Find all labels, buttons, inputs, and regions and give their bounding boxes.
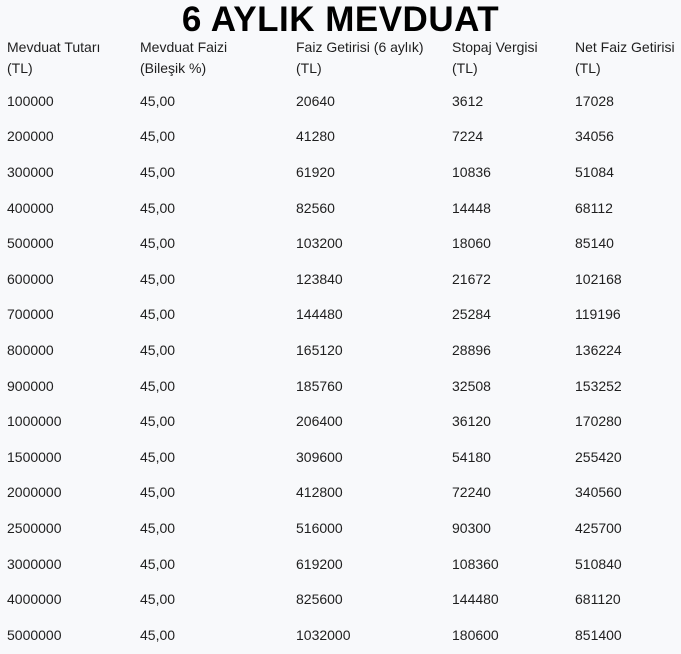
table-row (0, 617, 681, 653)
cell-interest-rate: 45,00 (140, 377, 176, 394)
table-row (0, 261, 681, 297)
table-row (0, 475, 681, 511)
cell-net-interest: 85140 (575, 235, 614, 252)
cell-net-interest: 136224 (575, 341, 622, 358)
cell-interest-rate: 45,00 (140, 306, 176, 323)
cell-interest-rate: 45,00 (140, 199, 176, 216)
cell-deposit-amount: 4000000 (7, 591, 62, 608)
cell-deposit-amount: 2000000 (7, 484, 62, 501)
header-unit: (TL) (452, 60, 478, 76)
cell-interest-rate: 45,00 (140, 128, 176, 145)
cell-net-interest: 51084 (575, 163, 614, 180)
cell-interest-income: 825600 (296, 591, 343, 608)
cell-withholding-tax: 54180 (452, 448, 491, 465)
table-row (0, 79, 681, 119)
header-unit: (Bileşik %) (140, 60, 207, 76)
header-interest-rate (133, 36, 289, 79)
cell-deposit-amount: 3000000 (7, 555, 62, 572)
cell-interest-rate: 45,00 (140, 270, 176, 287)
cell-deposit-amount: 1000000 (7, 413, 62, 430)
table-row (0, 225, 681, 261)
cell-net-interest: 340560 (575, 484, 622, 501)
header-unit: (TL) (7, 60, 33, 76)
header-line: Faiz Getirisi (6 aylık) (296, 39, 424, 55)
header-unit: (TL) (296, 60, 322, 76)
cell-net-interest: 170280 (575, 413, 622, 430)
cell-net-interest: 425700 (575, 519, 622, 536)
cell-interest-rate: 45,00 (140, 591, 176, 608)
table-row (0, 546, 681, 582)
cell-withholding-tax: 18060 (452, 235, 491, 252)
cell-net-interest: 34056 (575, 128, 614, 145)
header-net-interest (568, 36, 681, 79)
header-line: Net Faiz Getirisi (575, 39, 675, 55)
header-row (0, 36, 681, 79)
cell-deposit-amount: 500000 (7, 235, 54, 252)
cell-withholding-tax: 25284 (452, 306, 491, 323)
deposit-rates-table (0, 36, 681, 653)
cell-interest-rate: 45,00 (140, 92, 176, 109)
cell-withholding-tax: 14448 (452, 199, 491, 216)
cell-net-interest: 119196 (575, 306, 621, 323)
cell-net-interest: 102168 (575, 270, 622, 287)
cell-interest-income: 61920 (296, 163, 335, 180)
cell-interest-rate: 45,00 (140, 555, 176, 572)
cell-interest-income: 123840 (296, 270, 343, 287)
table-row (0, 403, 681, 439)
cell-withholding-tax: 36120 (452, 413, 491, 430)
table-row (0, 581, 681, 617)
cell-deposit-amount: 900000 (7, 377, 54, 394)
header-line: Stopaj Vergisi (452, 39, 538, 55)
cell-interest-income: 412800 (296, 484, 343, 501)
header-withholding-tax (445, 36, 568, 79)
cell-net-interest: 510840 (575, 555, 622, 572)
header-unit: (TL) (575, 60, 601, 76)
cell-withholding-tax: 32508 (452, 377, 491, 394)
cell-interest-income: 165120 (296, 341, 343, 358)
cell-interest-income: 309600 (296, 448, 343, 465)
table-row (0, 439, 681, 475)
cell-withholding-tax: 144480 (452, 591, 499, 608)
cell-withholding-tax: 3612 (452, 92, 484, 109)
cell-deposit-amount: 100000 (7, 92, 54, 109)
table-row (0, 119, 681, 155)
page-title: 6 AYLIK MEVDUAT (181, 0, 500, 39)
cell-deposit-amount: 5000000 (7, 626, 62, 643)
cell-interest-rate: 45,00 (140, 341, 176, 358)
cell-interest-income: 619200 (296, 555, 343, 572)
cell-interest-income: 185760 (296, 377, 343, 394)
cell-deposit-amount: 1500000 (7, 448, 62, 465)
cell-interest-income: 20640 (296, 92, 335, 109)
cell-deposit-amount: 700000 (7, 306, 54, 323)
cell-interest-income: 144480 (296, 306, 343, 323)
cell-deposit-amount: 200000 (7, 128, 54, 145)
table-body (0, 79, 681, 653)
header-interest-income (289, 36, 445, 79)
header-line: Mevduat Faizi (140, 39, 228, 55)
cell-interest-rate: 45,00 (140, 519, 176, 536)
cell-net-interest: 851400 (575, 626, 622, 643)
cell-net-interest: 68112 (575, 199, 613, 216)
cell-interest-income: 206400 (296, 413, 343, 430)
cell-deposit-amount: 2500000 (7, 519, 62, 536)
table-header (0, 36, 681, 79)
cell-interest-income: 516000 (296, 519, 343, 536)
cell-interest-rate: 45,00 (140, 235, 176, 252)
cell-interest-rate: 45,00 (140, 626, 176, 643)
table-row (0, 510, 681, 546)
header-line: Mevduat Tutarı (7, 39, 101, 55)
cell-withholding-tax: 90300 (452, 519, 491, 536)
table-row (0, 154, 681, 190)
table-row (0, 297, 681, 333)
cell-interest-rate: 45,00 (140, 163, 176, 180)
cell-interest-rate: 45,00 (140, 448, 176, 465)
cell-withholding-tax: 28896 (452, 341, 491, 358)
header-deposit-amount (0, 36, 133, 79)
cell-deposit-amount: 300000 (7, 163, 54, 180)
cell-withholding-tax: 10836 (452, 163, 491, 180)
cell-withholding-tax: 7224 (452, 128, 484, 145)
cell-net-interest: 153252 (575, 377, 622, 394)
cell-net-interest: 255420 (575, 448, 622, 465)
cell-interest-income: 103200 (296, 235, 343, 252)
cell-interest-income: 1032000 (296, 626, 351, 643)
cell-withholding-tax: 180600 (452, 626, 499, 643)
cell-deposit-amount: 400000 (7, 199, 54, 216)
cell-interest-rate: 45,00 (140, 413, 176, 430)
cell-withholding-tax: 72240 (452, 484, 491, 501)
cell-deposit-amount: 600000 (7, 270, 54, 287)
cell-deposit-amount: 800000 (7, 341, 54, 358)
cell-withholding-tax: 108360 (452, 555, 499, 572)
cell-interest-income: 82560 (296, 199, 335, 216)
table-row (0, 190, 681, 226)
cell-interest-rate: 45,00 (140, 484, 176, 501)
cell-net-interest: 17028 (575, 92, 614, 109)
table-row (0, 368, 681, 404)
table-row (0, 332, 681, 368)
cell-net-interest: 681120 (575, 591, 621, 608)
cell-interest-income: 41280 (296, 128, 335, 145)
cell-withholding-tax: 21672 (452, 270, 491, 287)
